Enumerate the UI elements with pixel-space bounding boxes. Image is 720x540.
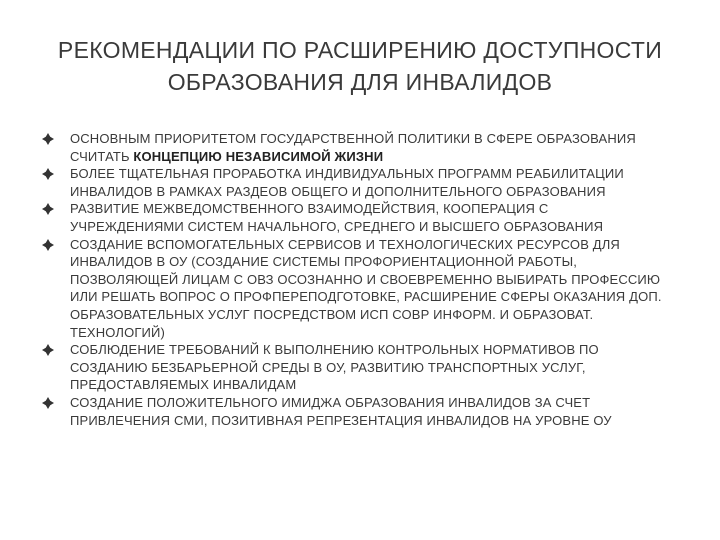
list-item-line: ИНВАЛИДОВ В ОУ (СОЗДАНИЕ СИСТЕМЫ ПРОФОРИЕНТАЦИОННОЙ РАБОТЫ, xyxy=(70,254,578,270)
list-item-line: ОСНОВНЫМ ПРИОРИТЕТОМ ГОСУДАРСТВЕННОЙ ПОЛИТИКИ В СФЕРЕ ОБРАЗОВАНИЯ xyxy=(70,131,636,146)
list-item xyxy=(42,200,702,235)
diamond-bullet-icon xyxy=(42,239,54,251)
list-item xyxy=(42,341,702,394)
diamond-bullet-icon xyxy=(42,344,54,356)
list-item-line xyxy=(70,148,702,166)
list-item-text: СЧИТАТЬ xyxy=(70,148,134,164)
list-item-line: БОЛЕЕ ТЩАТЕЛЬНАЯ ПРОРАБОТКА ИНДИВИДУАЛЬНЫХ ПРОГРАММ РЕАБИЛИТАЦИИ xyxy=(70,166,624,182)
list-item-line: СОЗДАНИЕ ВСПОМОГАТЕЛЬНЫХ СЕРВИСОВ И ТЕХНОЛОГИЧЕСКИХ РЕСУРСОВ ДЛЯ xyxy=(70,236,620,252)
list-item-line: ТЕХНОЛОГИЙ) xyxy=(70,324,165,340)
list-item-line: СОБЛЮДЕНИЕ ТРЕБОВАНИЙ К ВЫПОЛНЕНИЮ КОНТРОЛЬНЫХ НОРМАТИВОВ ПО xyxy=(70,342,599,358)
list-item xyxy=(42,165,702,200)
list-item xyxy=(42,130,702,165)
list-item xyxy=(42,236,702,342)
list-item xyxy=(42,394,702,429)
list-item-line: УЧРЕЖДЕНИЯМИ СИСТЕМ НАЧАЛЬНОГО, СРЕДНЕГО И ВЫСШЕГО ОБРАЗОВАНИЯ xyxy=(70,218,604,234)
slide-title-line: ОБРАЗОВАНИЯ ДЛЯ ИНВАЛИДОВ xyxy=(167,69,553,95)
list-item-line: ИНВАЛИДОВ В РАМКАХ РАЗДЕОВ ОБЩЕГО И ДОПОЛНИТЕЛЬНОГО ОБРАЗОВАНИЯ xyxy=(70,183,606,199)
emphasized-text: КОНЦЕПЦИЮ НЕЗАВИСИМОЙ ЖИЗНИ xyxy=(133,148,384,164)
list-item-line: ОБРАЗОВАТЕЛЬНЫХ УСЛУГ ПОСРЕДСТВОМ ИСП СОВР ИНФОРМ. И ОБРАЗОВАТ. xyxy=(70,306,594,322)
list-item-line: СОЗДАНИЕ ПОЛОЖИТЕЛЬНОГО ИМИДЖА ОБРАЗОВАНИЯ ИНВАЛИДОВ ЗА СЧЕТ xyxy=(70,394,591,410)
diamond-bullet-icon xyxy=(42,397,54,409)
list-item-line: ПОЗВОЛЯЮЩЕЙ ЛИЦАМ С ОВЗ ОСОЗНАННО И СВОЕВРЕМЕННО ВЫБИРАТЬ ПРОФЕССИЮ xyxy=(70,271,661,287)
diamond-bullet-icon xyxy=(42,168,54,180)
diamond-bullet-icon xyxy=(42,133,54,145)
list-item-line: ПРЕДОСТАВЛЯЕМЫХ ИНВАЛИДАМ xyxy=(70,377,297,393)
slide-title xyxy=(20,34,700,98)
diamond-bullet-icon xyxy=(42,203,54,215)
slide-title-line: РЕКОМЕНДАЦИИ ПО РАСШИРЕНИЮ ДОСТУПНОСТИ xyxy=(57,37,663,63)
list-item-line: СОЗДАНИЮ БЕЗБАРЬЕРНОЙ СРЕДЫ В ОУ, РАЗВИТИЮ ТРАНСПОРТНЫХ УСЛУГ, xyxy=(70,359,586,375)
recommendations-list xyxy=(42,130,702,429)
list-item-line: РАЗВИТИЕ МЕЖВЕДОМСТВЕННОГО ВЗАИМОДЕЙСТВИЯ, КООПЕРАЦИЯ С xyxy=(70,201,549,217)
list-item-line: ПРИВЛЕЧЕНИЯ СМИ, ПОЗИТИВНАЯ РЕПРЕЗЕНТАЦИЯ ИНВАЛИДОВ НА УРОВНЕ ОУ xyxy=(70,412,612,428)
list-item-line: ИЛИ РЕШАТЬ ВОПРОС О ПРОФПЕРЕПОДГОТОВКЕ, РАСШИРЕНИЕ СФЕРЫ ОКАЗАНИЯ ДОП. xyxy=(70,289,662,305)
